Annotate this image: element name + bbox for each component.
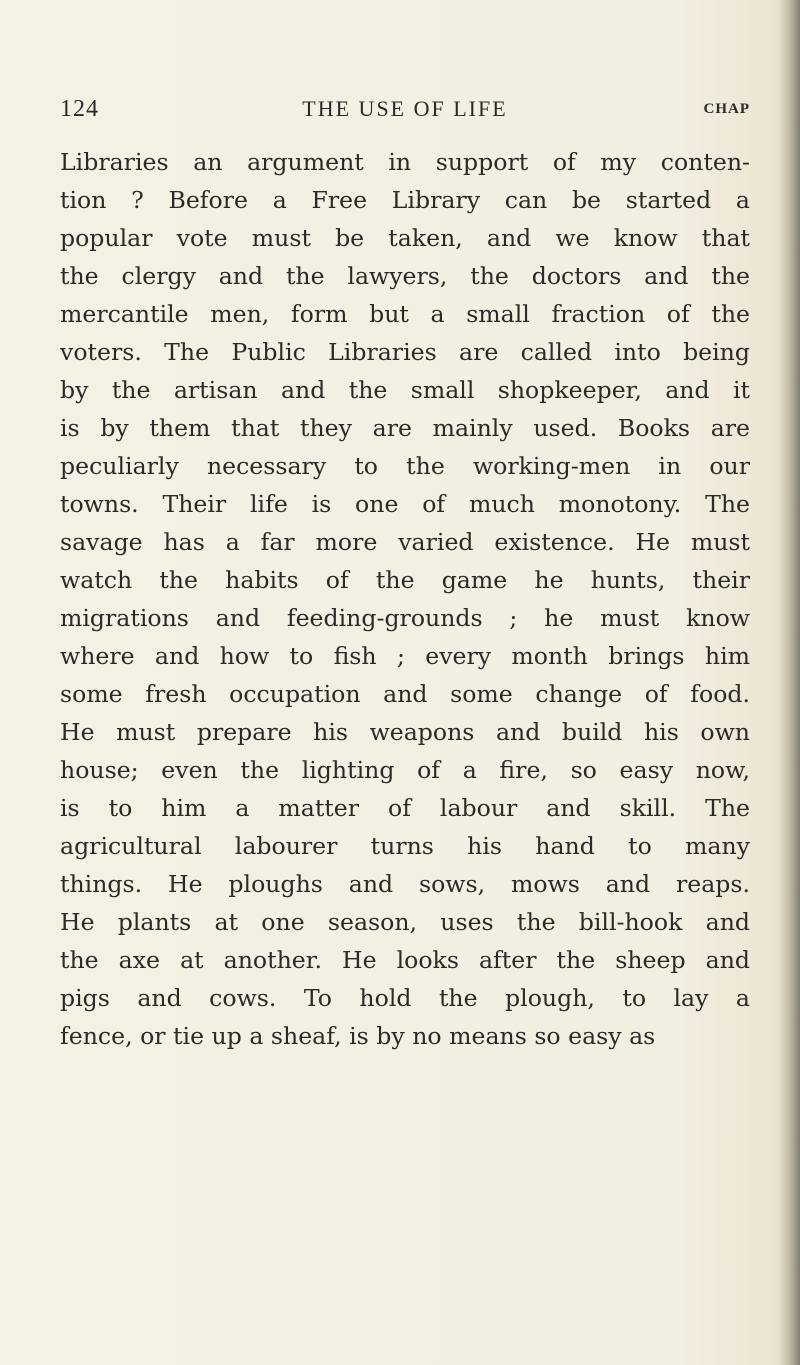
text-line: He must prepare his weapons and build his own (60, 718, 750, 746)
body-text (60, 143, 750, 1055)
text-line: the clergy and the lawyers, the doctors and the (60, 262, 750, 290)
text-line: peculiarly necessary to the working-men in our (60, 452, 750, 480)
page-header (60, 96, 750, 126)
text-line: watch the habits of the game he hunts, their (60, 566, 750, 594)
text-line: migrations and feeding-grounds ; he must know (60, 604, 750, 632)
text-line: where and how to fish ; every month brings him (60, 642, 750, 670)
text-line: pigs and cows. To hold the plough, to lay a (60, 984, 750, 1012)
text-line: fence, or tie up a sheaf, is by no means so easy as (60, 1022, 656, 1050)
text-line: Libraries an argument in support of my conten- (60, 148, 750, 176)
text-line: tion ? Before a Free Library can be started a (60, 186, 750, 214)
text-line: some fresh occupation and some change of food. (60, 680, 750, 708)
text-line: towns. Their life is one of much monotony. The (60, 490, 750, 518)
text-line: agricultural labourer turns his hand to many (60, 832, 750, 860)
text-line: voters. The Public Libraries are called into being (60, 338, 750, 366)
chapter-mark: CHAP (703, 101, 750, 117)
text-line: things. He ploughs and sows, mows and reaps. (60, 870, 750, 898)
text-line: house; even the lighting of a fire, so easy now, (60, 756, 750, 784)
text-line: by the artisan and the small shopkeeper, and it (60, 376, 750, 404)
page-number: 124 (60, 96, 99, 122)
text-line: popular vote must be taken, and we know that (60, 224, 750, 252)
text-line: mercantile men, form but a small fraction of the (60, 300, 750, 328)
text-line: savage has a far more varied existence. He must (60, 528, 750, 556)
page-edge-shadow (778, 0, 800, 1365)
text-line: He plants at one season, uses the bill-hook and (60, 908, 750, 936)
text-line: is to him a matter of labour and skill. The (60, 794, 750, 822)
text-line: the axe at another. He looks after the sheep and (60, 946, 750, 974)
running-title: THE USE OF LIFE (302, 96, 508, 121)
text-line: is by them that they are mainly used. Books are (60, 414, 750, 442)
